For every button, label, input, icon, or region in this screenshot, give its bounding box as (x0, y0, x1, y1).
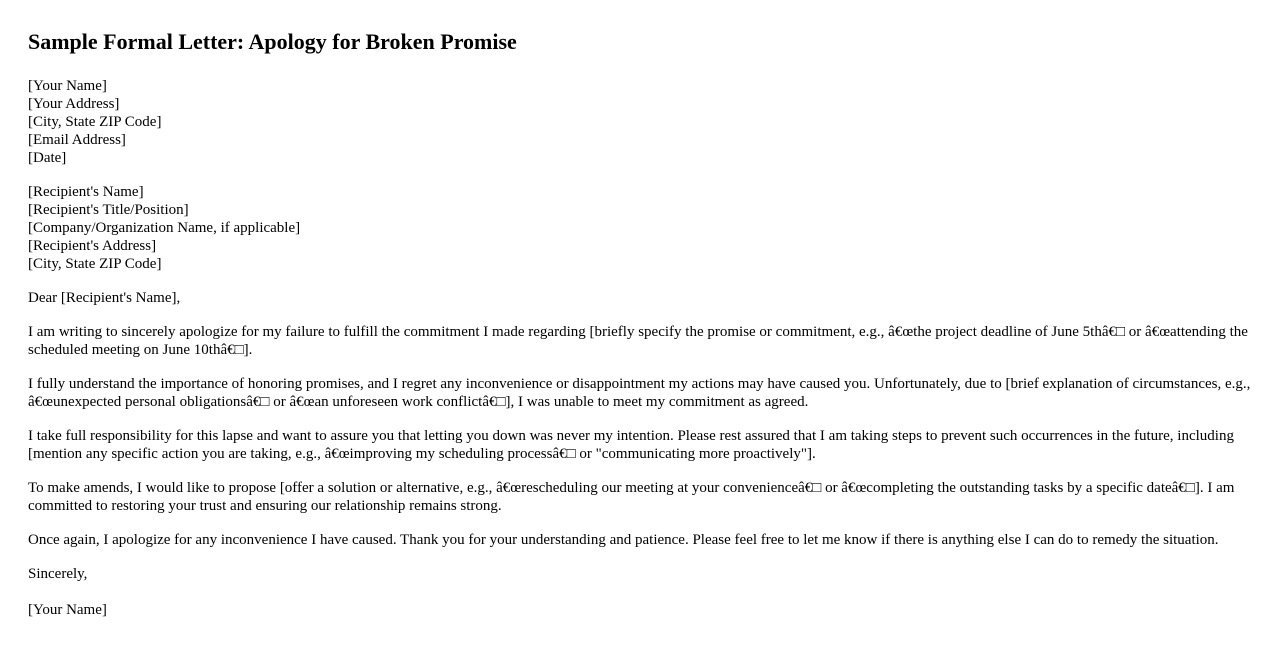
sender-city-state-zip: [City, State ZIP Code] (28, 114, 162, 130)
sender-address-block (28, 77, 1250, 167)
salutation: Dear [Recipient's Name], (28, 290, 181, 306)
sender-name: [Your Name] (28, 78, 107, 94)
body-paragraph: I fully understand the importance of honoring promises, and I regret any inconvenience or disappointment my actions may have caused you. Unfortunately, due to [brief explanation of circumstances, e.g., â€œunexpected personal obligationsâ€□ or â€œan unforeseen work conflictâ€□], I was unable to meet my commitment as agreed. (28, 376, 1251, 410)
recipient-address-block (28, 183, 1250, 273)
letter-date: [Date] (28, 150, 67, 166)
body-paragraph: Once again, I apologize for any inconvenience I have caused. Thank you for your understanding and patience. Please feel free to let me know if there is anything else I can do to remedy the situation. (28, 532, 1219, 548)
page-title: Sample Formal Letter: Apology for Broken Promise (28, 29, 517, 54)
recipient-company: [Company/Organization Name, if applicable] (28, 220, 301, 236)
recipient-title: [Recipient's Title/Position] (28, 202, 189, 218)
recipient-address: [Recipient's Address] (28, 238, 157, 254)
signature: [Your Name] (28, 602, 107, 618)
body-paragraph: To make amends, I would like to propose [offer a solution or alternative, e.g., â€œrescheduling our meeting at your convenienceâ€□ or â€œcompleting the outstanding tasks by a specific dateâ€□]. I am committed to restoring your trust and ensuring our relationship remains strong. (28, 480, 1235, 514)
recipient-city-state-zip: [City, State ZIP Code] (28, 256, 162, 272)
closing: Sincerely, (28, 566, 88, 582)
body-paragraph: I take full responsibility for this lapse and want to assure you that letting you down was never my intention. Please rest assured that I am taking steps to prevent such occurrences in the future, including [mention any specific action you are taking, e.g., â€œimproving my scheduling processâ€□ or "communicating more proactively"]. (28, 428, 1234, 462)
recipient-name: [Recipient's Name] (28, 184, 144, 200)
sender-address: [Your Address] (28, 96, 120, 112)
sender-email: [Email Address] (28, 132, 126, 148)
body-paragraph: I am writing to sincerely apologize for my failure to fulfill the commitment I made regarding [briefly specify the promise or commitment, e.g., â€œthe project deadline of June 5thâ€□ or â€œattending the scheduled meeting on June 10thâ€□]. (28, 324, 1248, 358)
